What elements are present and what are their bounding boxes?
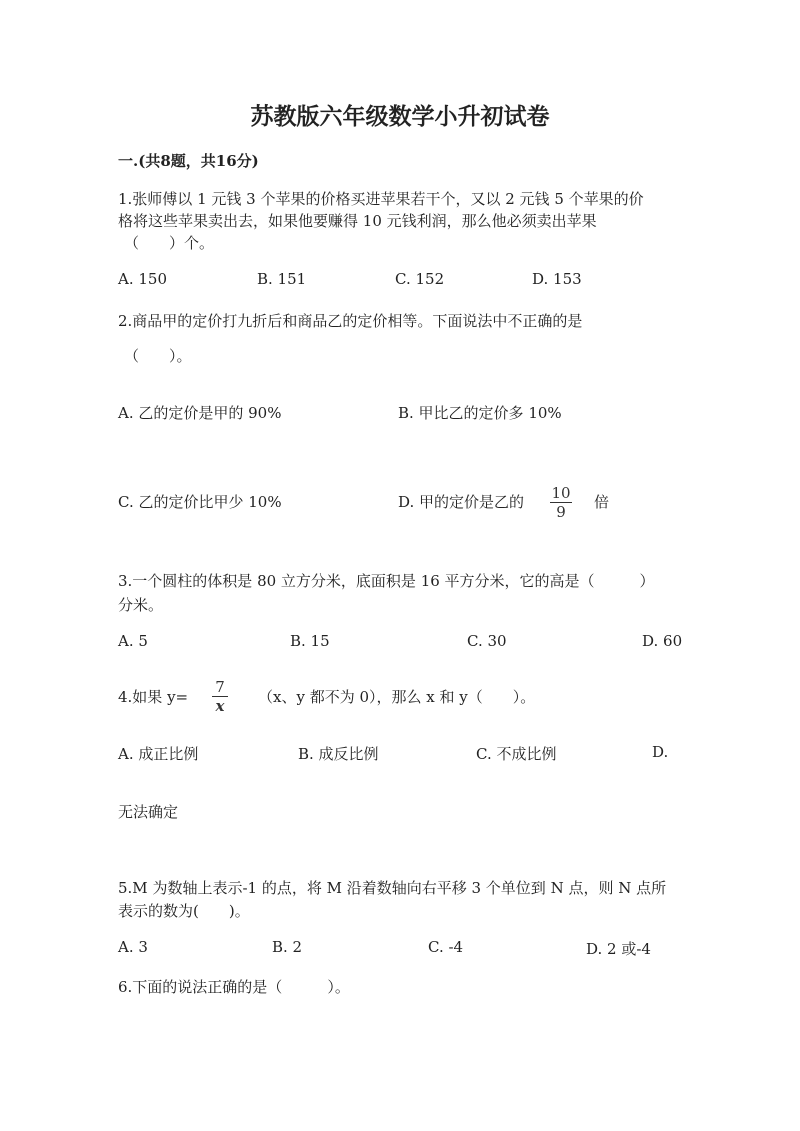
question-1-option-c[interactable]: C. 152 — [395, 270, 445, 288]
question-4-option-c[interactable]: C. 不成比例 — [476, 745, 557, 763]
question-3-option-b[interactable]: B. 15 — [290, 632, 330, 650]
question-2-line-1: 2.商品甲的定价打九折后和商品乙的定价相等。下面说法中不正确的是 — [118, 312, 583, 330]
question-2-option-d-suffix: 倍 — [594, 493, 610, 511]
question-1-option-a[interactable]: A. 150 — [118, 270, 167, 288]
question-3-option-c[interactable]: C. 30 — [467, 632, 507, 650]
section-heading: 一.(共8题，共16分) — [118, 152, 259, 170]
question-6-line-1: 6.下面的说法正确的是（ ）。 — [118, 978, 350, 996]
question-1-option-b[interactable]: B. 151 — [257, 270, 307, 288]
exam-title: 苏教版六年级数学小升初试卷 — [250, 103, 550, 130]
question-4-option-b[interactable]: B. 成反比例 — [298, 745, 379, 763]
fraction-seven-over-x — [212, 679, 228, 714]
question-1-line-1: 1.张师傅以 1 元钱 3 个苹果的价格买进苹果若干个，又以 2 元钱 5 个苹果的价 — [118, 190, 644, 208]
question-4-option-d[interactable]: D. — [652, 743, 669, 761]
fraction-numerator: 7 — [215, 678, 225, 696]
question-5-line-2: 表示的数为( )。 — [118, 902, 250, 920]
question-2-option-d-prefix: D. 甲的定价是乙的 — [398, 493, 525, 511]
question-5-option-d[interactable]: D. 2 或-4 — [586, 940, 651, 958]
question-4-option-a[interactable]: A. 成正比例 — [118, 745, 199, 763]
question-4-prefix: 4.如果 y= — [118, 688, 189, 706]
fraction-denominator: x — [215, 697, 225, 715]
question-4-suffix: （x、y 都不为 0），那么 x 和 y（ ）。 — [258, 688, 536, 706]
question-1-option-d[interactable]: D. 153 — [532, 270, 582, 288]
question-4-option-d-text[interactable]: 无法确定 — [118, 803, 179, 821]
question-5-option-a[interactable]: A. 3 — [118, 938, 148, 956]
question-3-line-1: 3.一个圆柱的体积是 80 立方分米，底面积是 16 平方分米，它的高是（ ） — [118, 572, 655, 590]
question-5-option-c[interactable]: C. -4 — [428, 938, 464, 956]
fraction-ten-ninths — [550, 485, 572, 520]
fraction-numerator: 10 — [551, 484, 571, 502]
question-2-option-b[interactable]: B. 甲比乙的定价多 10% — [398, 404, 562, 422]
question-5-line-1: 5.M 为数轴上表示-1 的点，将 M 沿着数轴向右平移 3 个单位到 N 点，则 N 点所 — [118, 879, 667, 897]
question-1-line-3: （ ）个。 — [124, 234, 215, 252]
fraction-denominator: 9 — [556, 503, 566, 521]
question-3-option-d[interactable]: D. 60 — [642, 632, 683, 650]
question-2-line-2: （ ）。 — [124, 347, 192, 365]
question-3-option-a[interactable]: A. 5 — [118, 632, 148, 650]
question-2-option-c[interactable]: C. 乙的定价比甲少 10% — [118, 493, 282, 511]
question-1-line-2: 格将这些苹果卖出去，如果他要赚得 10 元钱利润，那么他必须卖出苹果 — [118, 212, 597, 230]
question-5-option-b[interactable]: B. 2 — [272, 938, 303, 956]
question-3-line-2: 分米。 — [118, 596, 164, 614]
question-2-option-a[interactable]: A. 乙的定价是甲的 90% — [118, 404, 282, 422]
